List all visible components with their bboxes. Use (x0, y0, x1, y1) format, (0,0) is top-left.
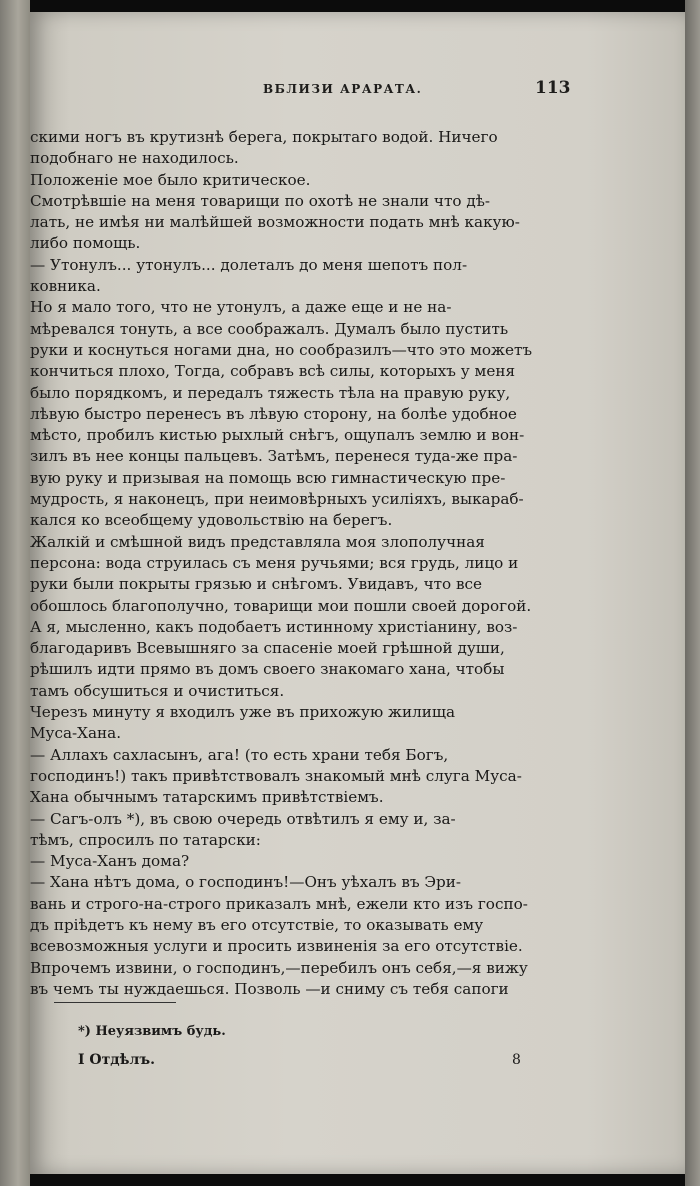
text-line: лѣвую быстро перенесъ въ лѣвую сторону, на болѣе удобное (30, 404, 517, 423)
text-line: Муса-Хана. (30, 724, 122, 743)
running-head: ВБЛИЗИ АРАРАТА. (263, 82, 423, 96)
text-line: обошлось благополучно, товарищи мои пошли своей дорогой. (30, 596, 532, 615)
text-line: вань и строго-на-строго приказалъ мнѣ, ежели кто изъ госпо- (30, 894, 528, 913)
text-line: лать, не имѣя ни малѣйшей возможности подать мнѣ какую- (30, 213, 520, 232)
text-line: Жалкій и смѣшной видъ представляла моя злополучная (30, 532, 485, 551)
text-line: — Муса-Ханъ дома? (30, 852, 190, 871)
page-stack-edge (685, 0, 700, 1186)
body-text (30, 127, 570, 1000)
text-line: персона: вода струилась съ меня ручьями; вся грудь, лицо и (30, 553, 519, 572)
text-line: — Сагъ-олъ *), въ свою очередь отвѣтилъ я ему и, за- (30, 809, 456, 828)
text-line: Но я мало того, что не утонулъ, а даже еще и не на- (30, 298, 452, 317)
text-line: въ чемъ ты нуждаешься. Позволь —и сниму съ тебя сапоги (30, 979, 509, 998)
text-line: дъ пріѣдетъ къ нему въ его отсутствіе, то оказывать ему (30, 915, 484, 934)
text-line: всевозможныя услуги и просить извиненія за его отсутствіе. (30, 937, 523, 956)
text-line: Впрочемъ извини, о господинъ,—перебилъ онъ себя,—я вижу (30, 958, 528, 977)
text-line: мудрость, я наконецъ, при неимовѣрныхъ усиліяхъ, выкараб- (30, 490, 524, 509)
text-line: господинъ!) такъ привѣтствовалъ знакомый мнѣ слуга Муса- (30, 766, 522, 785)
text-line: благодаривъ Всевышняго за спасеніе моей грѣшной души, (30, 639, 505, 658)
text-line: тѣмъ, спросилъ по татарски: (30, 830, 261, 849)
footnote: *) Неуязвимъ будь. (78, 1024, 226, 1039)
text-line: Смотрѣвшіе на меня товарищи по охотѣ не знали что дѣ- (30, 191, 490, 210)
text-line: ковника. (30, 277, 101, 296)
text-line: вую руку и призывая на помощь всю гимнастическую пре- (30, 468, 506, 487)
text-line: зилъ въ нее концы пальцевъ. Затѣмъ, перенеся туда-же пра- (30, 447, 518, 466)
text-line: мѣсто, пробилъ кистью рыхлый снѣгъ, ощупалъ землю и вон- (30, 426, 525, 445)
facing-page-edge (0, 0, 30, 1186)
page-number: 113 (535, 78, 571, 98)
footnote-rule (54, 1002, 176, 1003)
text-line: тамъ обсушиться и очиститься. (30, 681, 285, 700)
text-line: — Аллахъ сахласынъ, ага! (то есть храни тебя Богъ, (30, 745, 449, 764)
signature-number: 8 (512, 1052, 521, 1068)
text-line: кался ко всеобщему удовольствію на берегъ. (30, 511, 393, 530)
text-line: руки и коснуться ногами дна, но сообразилъ—что это можетъ (30, 340, 533, 359)
text-line: рѣшилъ идти прямо въ домъ своего знакомаго хана, чтобы (30, 660, 505, 679)
text-line: — Хана нѣтъ дома, о господинъ!—Онъ уѣхалъ въ Эри- (30, 873, 462, 892)
text-line: — Утонулъ... утонулъ... долеталъ до меня шепотъ пол- (30, 255, 468, 274)
text-line: скими ногъ въ крутизнѣ берега, покрытаго водой. Ничего (30, 128, 498, 146)
text-line: либо помощь. (30, 234, 141, 253)
signature-label: I Отдѣлъ. (78, 1052, 155, 1068)
text-line: было порядкомъ, и передалъ тяжесть тѣла на правую руку, (30, 383, 511, 402)
text-line: А я, мысленно, какъ подобаетъ истинному христіанину, воз- (30, 617, 518, 636)
text-line: мѣревался тонуть, а все соображалъ. Думалъ было пустить (30, 319, 509, 338)
text-line: руки были покрыты грязью и снѣгомъ. Увидавъ, что все (30, 575, 483, 594)
text-line: Черезъ минуту я входилъ уже въ прихожую жилища (30, 703, 456, 722)
text-line: кончиться плохо, Тогда, собравъ всѣ силы, которыхъ у меня (30, 362, 516, 381)
book-page (30, 12, 685, 1174)
text-line: Положеніе мое было критическое. (30, 170, 311, 189)
text-line: Хана обычнымъ татарскимъ привѣтствіемъ. (30, 788, 384, 807)
text-line: подобнаго не находилось. (30, 149, 239, 168)
